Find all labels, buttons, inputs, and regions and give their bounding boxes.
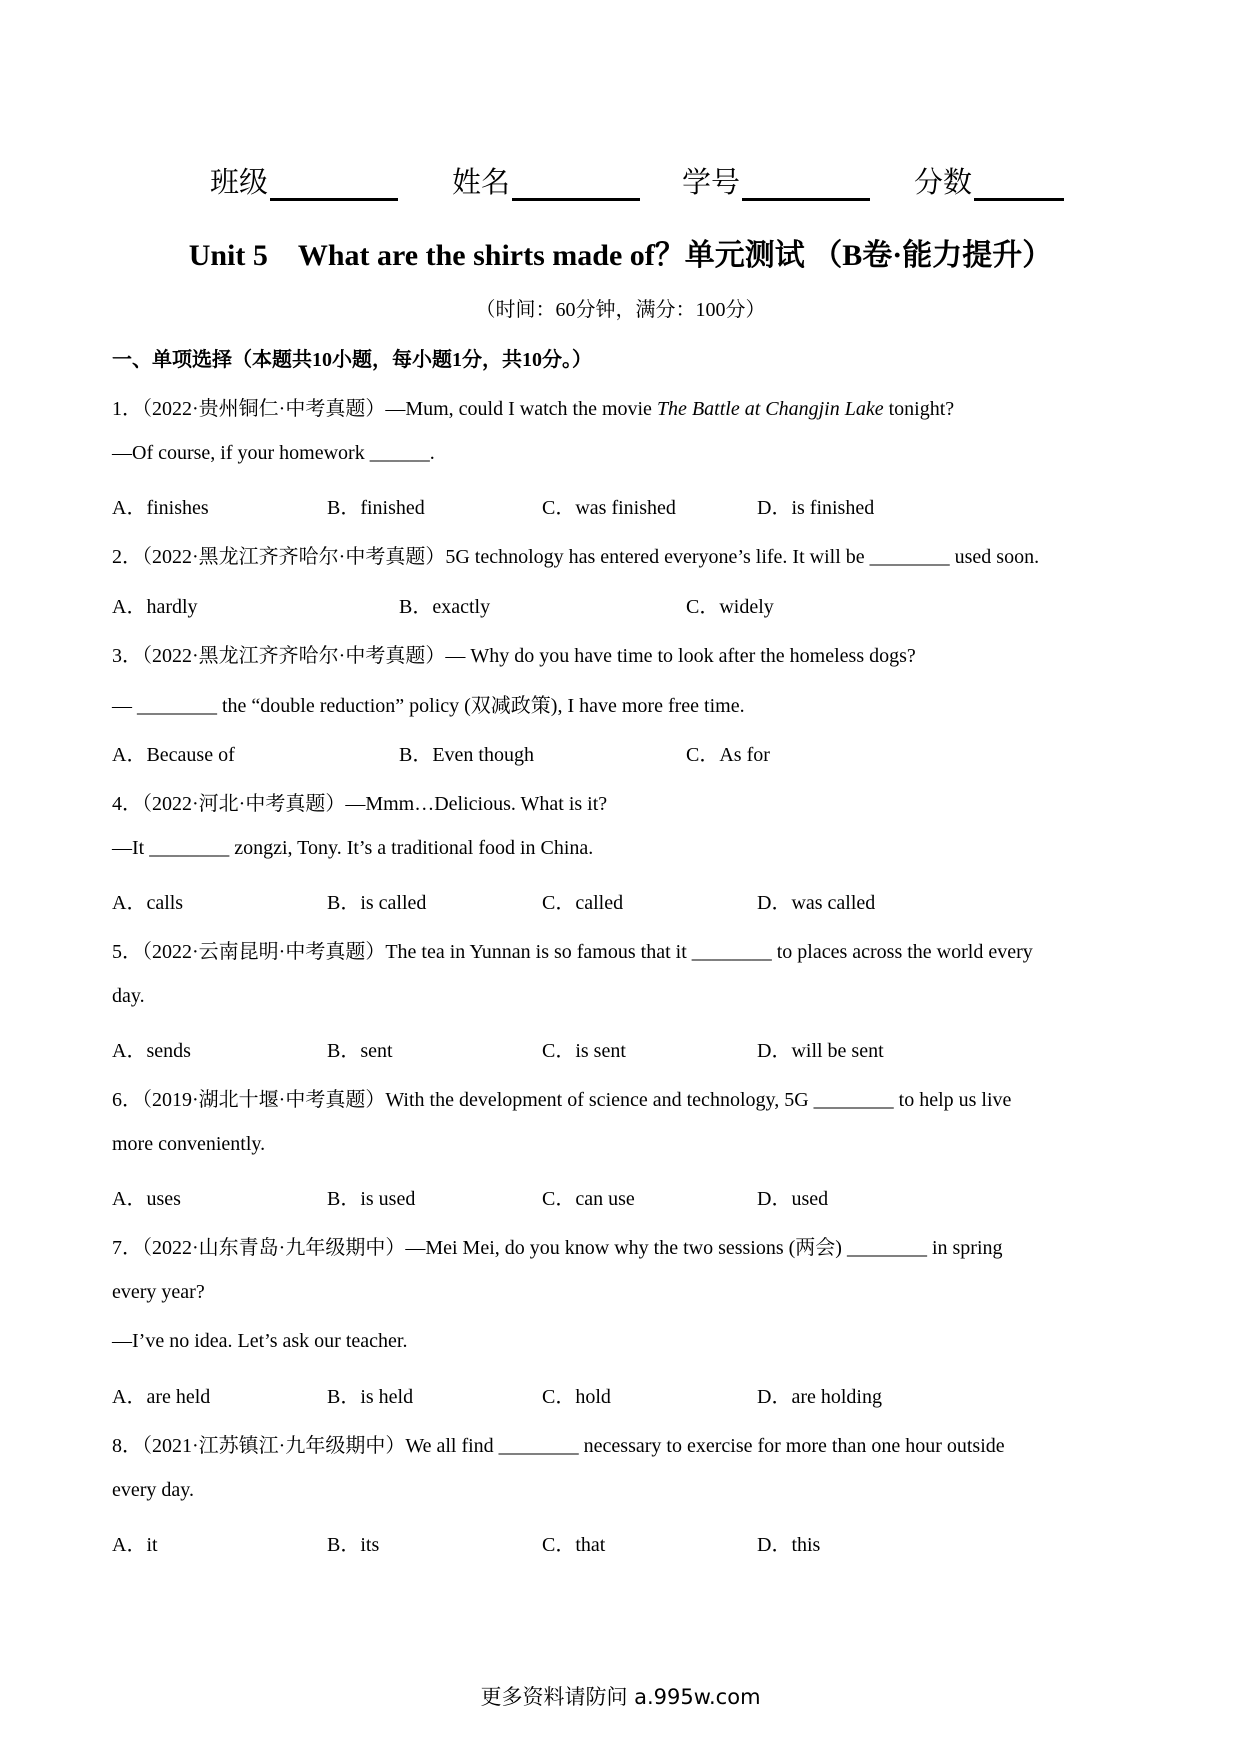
score-label: 分数: [914, 167, 973, 199]
class-field: [210, 160, 398, 201]
question-1-reply: —Of course, if your homework ______.: [112, 442, 435, 464]
question-5-stem-cont: day.: [112, 985, 145, 1007]
question-2-option-a[interactable]: A．hardly: [112, 596, 198, 618]
question-1-option-d[interactable]: D．is finished: [757, 497, 875, 519]
question-8-option-a[interactable]: A．it: [112, 1534, 158, 1556]
student-id-field: [682, 160, 870, 201]
student-id-label: 学号: [682, 167, 741, 199]
question-7-option-c[interactable]: C．hold: [542, 1386, 611, 1408]
question-3-option-a[interactable]: A．Because of: [112, 744, 235, 766]
question-6-stem-cont: more conveniently.: [112, 1133, 266, 1155]
student-id-blank: [742, 168, 870, 201]
question-3-stem: 3．（2022·黑龙江齐齐哈尔·中考真题）— Why do you have time to look after the homeless dogs?: [112, 645, 916, 667]
question-6-option-b[interactable]: B．is used: [327, 1188, 416, 1210]
question-8-option-d[interactable]: D．this: [757, 1534, 821, 1556]
question-5-option-c[interactable]: C．is sent: [542, 1040, 626, 1062]
question-2-option-c[interactable]: C．widely: [686, 596, 774, 618]
time-note: （时间：60分钟，满分：100分）: [475, 299, 766, 321]
question-5-stem: 5．（2022·云南昆明·中考真题）The tea in Yunnan is so famous that it ________ to places across the world every: [112, 941, 1033, 963]
question-6-stem: 6．（2019·湖北十堰·中考真题）With the development of science and technology, 5G ________ to help us live: [112, 1089, 1012, 1111]
question-5-option-d[interactable]: D．will be sent: [757, 1040, 884, 1062]
question-1-option-c[interactable]: C．was finished: [542, 497, 676, 519]
question-5-option-a[interactable]: A．sends: [112, 1040, 191, 1062]
question-7-option-b[interactable]: B．is held: [327, 1386, 414, 1408]
question-4-option-d[interactable]: D．was called: [757, 892, 876, 914]
name-label: 姓名: [452, 167, 511, 199]
question-7-stem: 7．（2022·山东青岛·九年级期中）—Mei Mei, do you know why the two sessions (两会) ________ in spring: [112, 1237, 1003, 1259]
student-info-fields: [210, 160, 1064, 201]
question-6-option-c[interactable]: C．can use: [542, 1188, 635, 1210]
question-4-option-c[interactable]: C．called: [542, 892, 624, 914]
name-blank: [512, 168, 640, 201]
question-2-stem: 2．（2022·黑龙江齐齐哈尔·中考真题）5G technology has entered everyone’s life. It will be ________ used soon.: [112, 546, 1040, 568]
question-4-stem: 4．（2022·河北·中考真题）—Mmm…Delicious. What is it?: [112, 793, 608, 815]
question-7-stem-cont: every year?: [112, 1281, 205, 1303]
question-7-option-d[interactable]: D．are holding: [757, 1386, 882, 1408]
question-8-option-b[interactable]: B．its: [327, 1534, 380, 1556]
question-4-reply: —It ________ zongzi, Tony. It’s a traditional food in China.: [112, 837, 594, 859]
question-5-option-b[interactable]: B．sent: [327, 1040, 393, 1062]
footer-link[interactable]: 更多资料请防问 a.995w.com: [480, 1685, 761, 1709]
question-7-option-a[interactable]: A．are held: [112, 1386, 211, 1408]
question-2-option-b[interactable]: B．exactly: [399, 596, 491, 618]
question-8-stem-cont: every day.: [112, 1479, 194, 1501]
question-4-option-b[interactable]: B．is called: [327, 892, 427, 914]
question-1-stem: [112, 392, 954, 421]
question-8-option-c[interactable]: C．that: [542, 1534, 606, 1556]
question-1-text: 1．（2022·贵州铜仁·中考真题）—Mum, could I watch the movie: [112, 398, 657, 420]
question-1-text-end: tonight?: [883, 398, 955, 420]
question-3-option-c[interactable]: C．As for: [686, 744, 770, 766]
name-field: [452, 160, 640, 201]
question-3-reply: — ________ the “double reduction” policy (双减政策), I have more free time.: [112, 695, 745, 717]
question-6-option-d[interactable]: D．used: [757, 1188, 829, 1210]
question-6-option-a[interactable]: A．uses: [112, 1188, 181, 1210]
question-3-option-b[interactable]: B．Even though: [399, 744, 534, 766]
question-8-stem: 8．（2021·江苏镇江·九年级期中）We all find ________ necessary to exercise for more than one hour outside: [112, 1435, 1005, 1457]
section-heading: 一、单项选择（本题共10小题，每小题1分，共10分。）: [112, 349, 592, 371]
question-7-reply: —I’ve no idea. Let’s ask our teacher.: [112, 1330, 408, 1352]
class-label: 班级: [210, 167, 269, 199]
score-blank: [974, 168, 1064, 201]
question-1-movie-title: The Battle at Changjin Lake: [656, 398, 884, 420]
question-4-option-a[interactable]: A．calls: [112, 892, 184, 914]
page-title: Unit 5 What are the shirts made of？单元测试 （B卷·能力提升）: [188, 239, 1053, 272]
question-1-option-a[interactable]: A．finishes: [112, 497, 209, 519]
class-blank: [270, 168, 398, 201]
score-field: [914, 160, 1064, 201]
question-1-option-b[interactable]: B．finished: [327, 497, 425, 519]
